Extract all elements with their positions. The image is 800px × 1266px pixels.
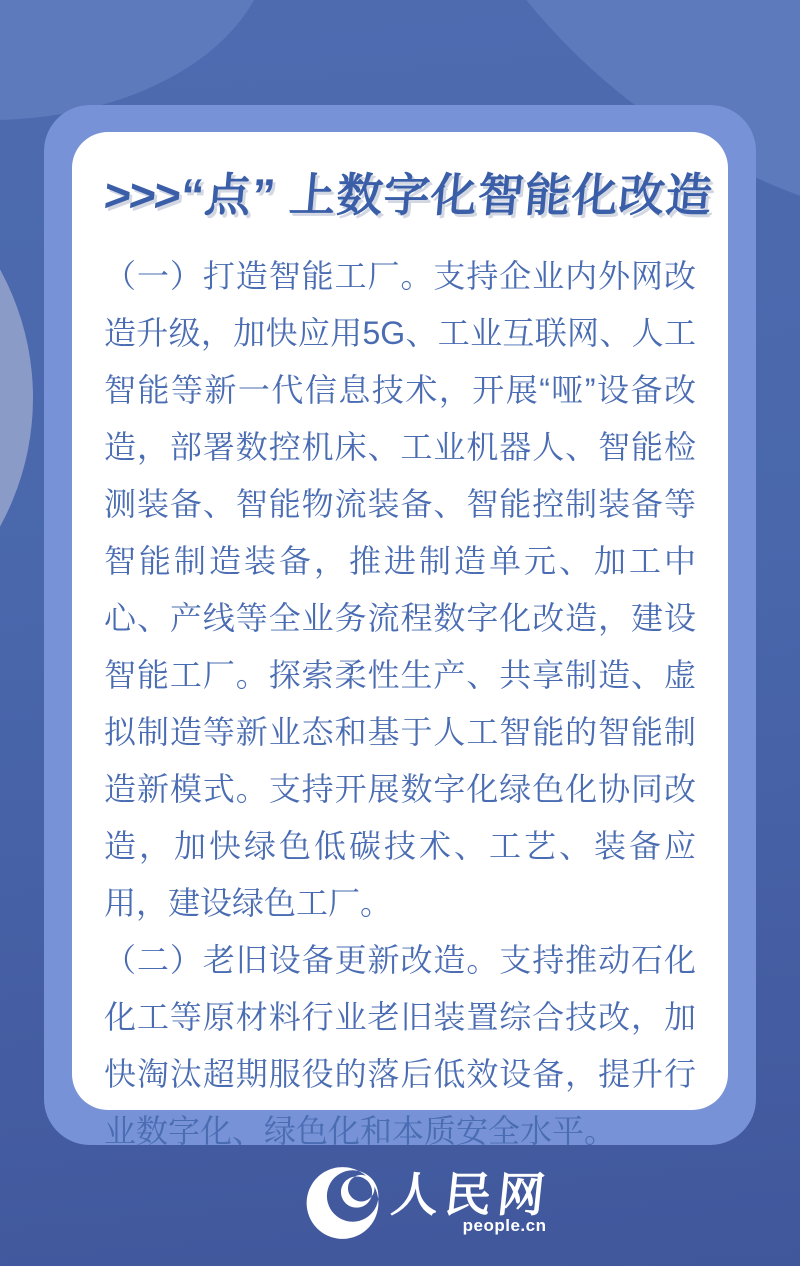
logo-chinese-name: 人民网 [388,1167,554,1221]
content-card-border [44,105,756,1149]
background-circle-left [0,131,33,665]
background-blob-top-left [0,0,270,120]
title-text: “点” 上数字化智能化改造 [178,169,716,221]
paragraph-smart-factory: （一）打造智能工厂。支持企业内外网改造升级，加快应用5G、工业互联网、人工智能等新一代信息技术，开展“哑”设备改造，部署数控机床、工业机器人、智能检测装备、智能物流装备、智能控制装备等智能制造装备，推进制造单元、加工中心、产线等全业务流程数字化改造，建设智能工厂。探索柔性生产、共享制造、虚拟制造等新业态和基于人工智能的智能制造新模式。支持开展数字化绿色化协同改造，加快绿色低碳技术、工艺、装备应用，建设绿色工厂。 [104,258,696,921]
people-cn-globe-icon [304,1164,382,1242]
body-text [102,248,698,1160]
logo-text-block [388,1167,554,1236]
title-arrows: >>> [102,169,182,221]
logo-domain: people.cn [462,1215,547,1235]
content-card [72,132,728,1149]
paragraph-old-equipment: （二）老旧设备更新改造。支持推动石化化工等原材料行业老旧装置综合技改，加快淘汰超期服役的落后低效设备，提升行业数字化、绿色化和本质安全水平。 [104,942,696,1149]
section-title [102,168,716,222]
footer-logo [304,1164,554,1242]
